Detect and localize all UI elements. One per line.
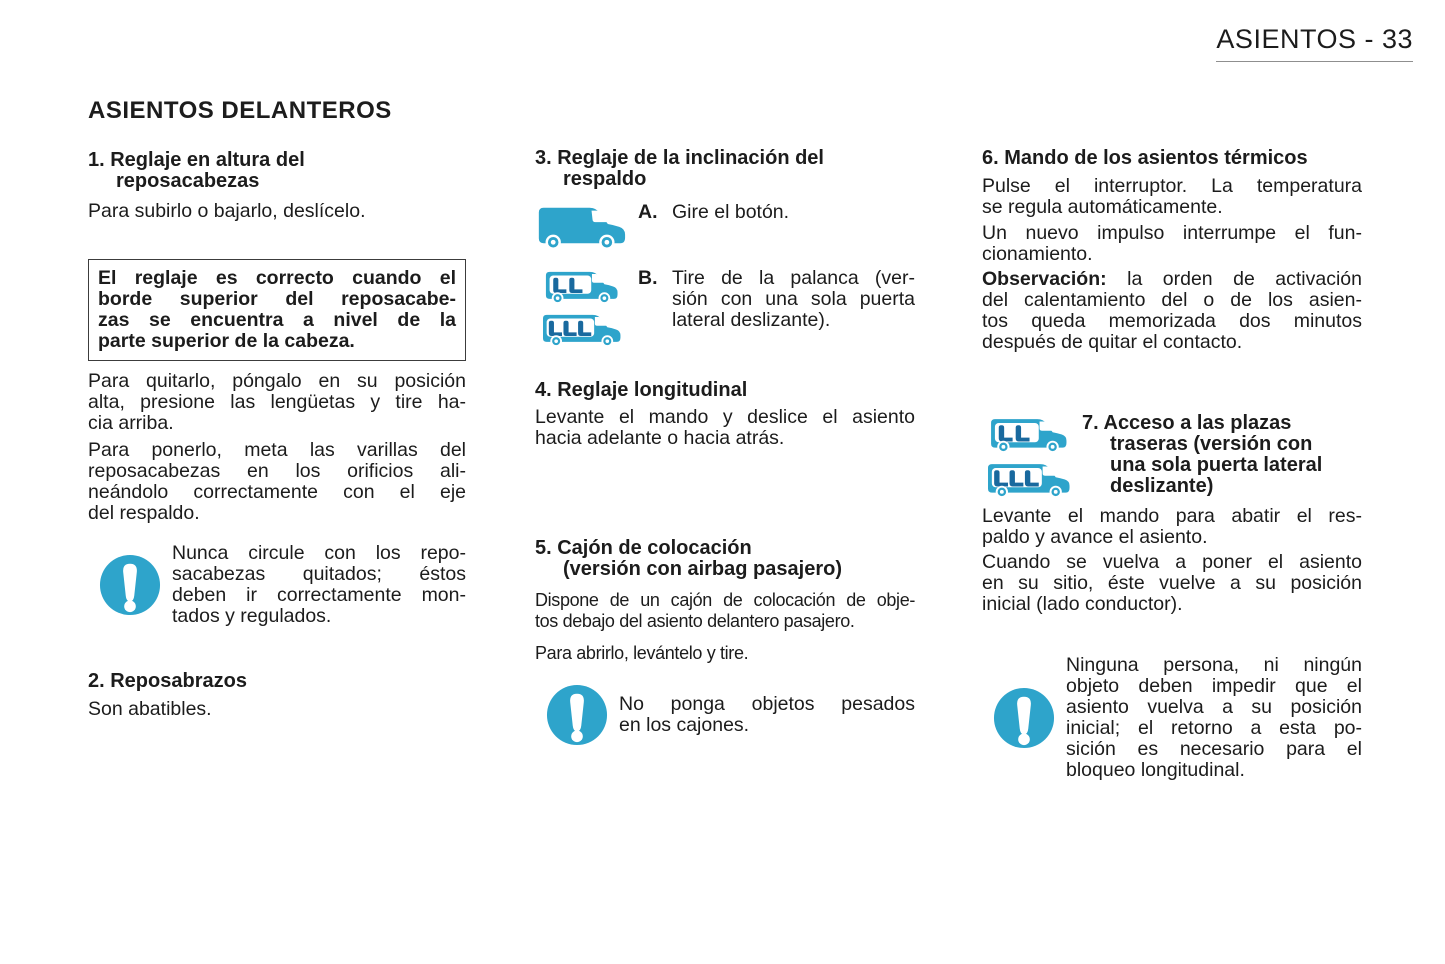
item-a-label: A. — [638, 201, 658, 223]
heading-armrests: 2. Reposabrazos — [88, 670, 247, 692]
observation-label: Observación: — [982, 268, 1107, 290]
warning-note — [88, 543, 466, 627]
warning-icon-wrap — [535, 684, 619, 746]
panel-van-icon — [535, 200, 627, 250]
warning-text: Ninguna persona, ni ningún objeto deben impedir que el asiento vuelva a su posición inicial; el retorno a esta po- sición es necesario para el bloqueo longitudinal. — [1066, 654, 1362, 781]
van-three-seats-icon — [982, 458, 1074, 498]
heading-storage-drawer: 5. Cajón de colocación (versión con airbag pasajero) — [535, 537, 842, 580]
heading-rear-access: 7. Acceso a las plazas traseras (versión con una sola puerta lateral deslizante) — [1082, 412, 1323, 497]
rear-access-icons — [982, 413, 1082, 498]
observation-first-line: la orden de activación — [1106, 268, 1362, 290]
warning-icon-wrap — [88, 554, 172, 616]
observation-rest: del calentamiento del o de los asien- tos queda memorizada dos minutos después de quitar el contacto. — [982, 289, 1362, 353]
paragraph: Levante el mando y deslice el asiento hacia adelante o hacia atrás. — [535, 406, 915, 449]
notice-box: El reglaje es correcto cuando el borde superior del reposacabe- zas se encuentra a nivel de la parte superior de la cabeza. — [88, 259, 466, 361]
paragraph: Para abrirlo, levántelo y tire. — [535, 643, 749, 663]
warning-note — [535, 684, 915, 746]
paragraph: Cuando se vuelva a poner el asiento en su sitio, éste vuelve a su posición inicial (lado conductor). — [982, 551, 1362, 615]
paragraph: Pulse el interruptor. La temperatura se regula automáticamente. — [982, 175, 1362, 218]
paragraph: Para subirlo o bajarlo, deslícelo. — [88, 200, 366, 222]
warning-text: Nunca circule con los repo- sacabezas quitados; éstos deben ir correctamente mon- tados y regulados. — [172, 542, 466, 627]
warning-icon-wrap — [982, 687, 1066, 749]
observation-paragraph — [982, 269, 1362, 353]
heading-backrest-tilt: 3. Reglaje de la inclinación del respaldo — [535, 147, 824, 190]
item-a-text-row — [638, 200, 915, 223]
item-a-icons — [535, 200, 638, 250]
heading-heated-seats: 6. Mando de los asientos térmicos — [982, 147, 1308, 169]
van-three-seats-icon — [535, 309, 627, 347]
warning-icon — [993, 687, 1055, 749]
warning-icon — [546, 684, 608, 746]
paragraph: Son abatibles. — [88, 698, 212, 720]
rear-access-row — [982, 413, 1362, 498]
item-b-text-row — [638, 266, 915, 331]
item-b-icons — [535, 266, 638, 347]
paragraph: Para ponerlo, meta las varillas del reposacabezas en los orificios ali- neándolo correctamente con el eje del respaldo. — [88, 439, 466, 524]
item-b-text: Tire de la palanca (ver- sión con una sola puerta lateral deslizante). — [672, 267, 915, 331]
column-2 — [535, 148, 915, 746]
paragraph: Para quitarlo, póngalo en su posición alta, presione las lengüetas y tire ha- cia arriba. — [88, 370, 466, 434]
van-two-seats-icon — [535, 266, 627, 304]
item-b-row — [535, 266, 915, 347]
page-header-title: ASIENTOS - 33 — [1216, 24, 1413, 62]
warning-text: No ponga objetos pesados en los cajones. — [619, 693, 915, 736]
column-1 — [88, 150, 466, 720]
column-3 — [982, 148, 1362, 781]
item-a-text: Gire el botón. — [672, 201, 790, 223]
paragraph: Levante el mando para abatir el res- paldo y avance el asiento. — [982, 505, 1362, 548]
heading-longitudinal: 4. Reglaje longitudinal — [535, 379, 748, 401]
warning-icon — [99, 554, 161, 616]
warning-note — [982, 655, 1362, 781]
paragraph: Un nuevo impulso interrumpe el fun- cionamiento. — [982, 222, 1362, 265]
paragraph: Dispone de un cajón de colocación de obje- tos debajo del asiento delantero pasajero. — [535, 590, 915, 631]
page-title: ASIENTOS DELANTEROS — [88, 97, 392, 124]
heading-headrest-height: 1. Reglaje en altura del reposacabezas — [88, 149, 305, 192]
item-a-row — [535, 200, 915, 250]
item-b-label: B. — [638, 267, 658, 289]
van-two-seats-icon — [982, 413, 1074, 453]
